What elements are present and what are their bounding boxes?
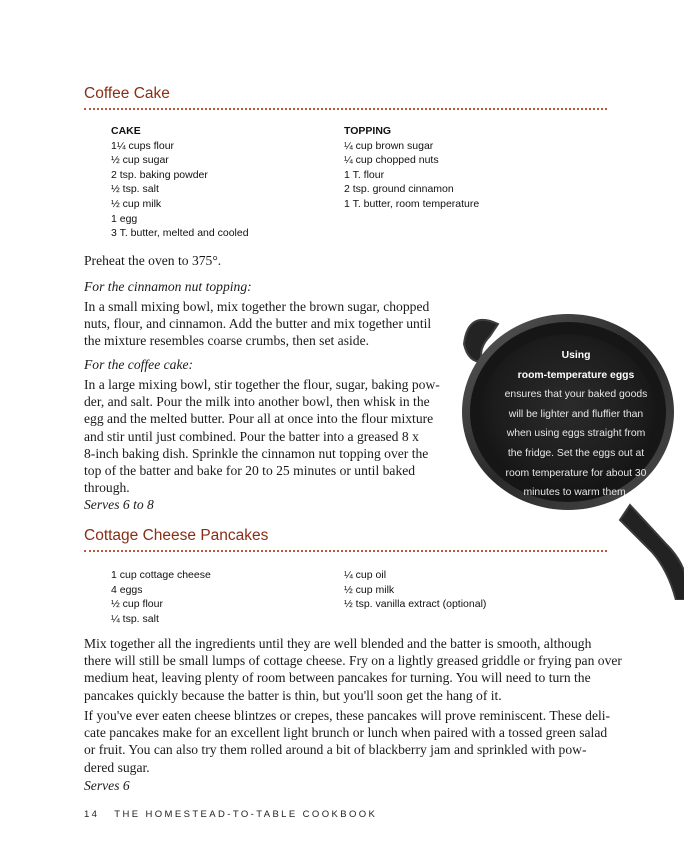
text-line: Mix together all the ingredients until they are well blended and the batter is smooth, although xyxy=(84,636,592,651)
ingredient-list-topping xyxy=(344,124,479,212)
ingredient-list-pancakes-1 xyxy=(111,568,211,626)
section-divider xyxy=(84,550,607,552)
text-line: top of the batter and bake for 20 to 25 minutes or until baked xyxy=(84,463,416,479)
ingredient-item: 2 tsp. baking powder xyxy=(111,168,208,181)
serving-suggestion-paragraph xyxy=(84,707,610,776)
ingredient-item: ¼ tsp. salt xyxy=(111,612,159,625)
tip-line: the fridge. Set the eggs out at xyxy=(507,447,645,459)
ingredient-item: ¼ cup oil xyxy=(344,569,387,581)
text-line: In a small mixing bowl, mix together the brown sugar, chopped xyxy=(84,299,430,314)
step-text-topping xyxy=(84,298,431,350)
ingredient-item: ½ cup milk xyxy=(344,583,395,596)
serves-note: Serves 6 xyxy=(84,778,130,793)
step-label-cake: For the coffee cake: xyxy=(84,357,194,372)
ingredient-item: 1 T. flour xyxy=(344,168,385,181)
ingredient-item: ¼ cup chopped nuts xyxy=(344,154,439,167)
ingredient-item: 3 T. butter, melted and cooled xyxy=(111,227,249,240)
tip-heading: Using xyxy=(561,350,591,361)
tip-line: when using eggs straight from xyxy=(506,428,646,440)
ingredient-item: 1 cup cottage cheese xyxy=(111,569,211,581)
tip-line: room temperature for about 30 xyxy=(505,467,647,479)
text-line: dered sugar. xyxy=(84,759,150,775)
ingredient-heading: TOPPING xyxy=(344,125,392,137)
ingredient-item: 1 egg xyxy=(111,212,138,225)
book-title: THE HOMESTEAD-TO-TABLE COOKBOOK xyxy=(114,809,378,820)
ingredient-item: ½ cup sugar xyxy=(111,154,169,167)
ingredient-item: ½ cup flour xyxy=(111,598,163,611)
tip-heading: room-temperature eggs xyxy=(517,369,635,381)
recipe-title-cottage-cheese-pancakes: Cottage Cheese Pancakes xyxy=(84,527,269,544)
preheat-instruction: Preheat the oven to 375°. xyxy=(84,253,222,268)
ingredient-item: ½ cup milk xyxy=(111,197,162,210)
text-line: medium heat, leaving plenty of room between pancakes for turning. You will need to turn the xyxy=(84,670,591,686)
instruction-paragraph xyxy=(84,635,622,704)
tip-line: minutes to warm them. xyxy=(523,487,629,499)
ingredient-item: 1 T. butter, room temperature xyxy=(344,197,480,210)
ingredient-item: ½ tsp. vanilla extract (optional) xyxy=(344,598,487,611)
ingredient-list-cake xyxy=(111,124,249,241)
text-line: egg and the melted butter. Pour all at once into the flour mixture xyxy=(84,411,434,427)
section-divider xyxy=(84,108,607,110)
ingredient-item: ½ tsp. salt xyxy=(111,183,159,196)
text-line: If you've ever eaten cheese blintzes or crepes, these pancakes will prove reminiscent. These deli- xyxy=(84,708,611,723)
ingredient-item: 1¼ cups flour xyxy=(111,139,175,152)
recipe-title-coffee-cake: Coffee Cake xyxy=(84,85,170,102)
ingredient-heading: CAKE xyxy=(111,125,141,137)
text-line: and stir until just combined. Pour the batter into a greased 8 x xyxy=(84,428,419,444)
tip-callout xyxy=(503,346,649,503)
ingredient-item: 2 tsp. ground cinnamon xyxy=(344,183,454,196)
text-line: der, and salt. Pour the milk into another bowl, then whisk in the xyxy=(84,394,430,410)
text-line: there will still be small lumps of cottage cheese. Fry on a lightly greased griddle or frying pan over xyxy=(84,653,622,669)
text-line: through. xyxy=(84,480,130,496)
page-footer xyxy=(84,809,377,820)
ingredient-list-pancakes-2 xyxy=(344,568,486,612)
text-line: or fruit. You can also try them rolled around a bit of blackberry jam and sprinkled with pow- xyxy=(84,742,587,758)
tip-line: will be lighter and fluffier than xyxy=(508,408,644,420)
step-text-cake xyxy=(84,376,440,496)
tip-line: ensures that your baked goods xyxy=(504,389,648,401)
text-line: nuts, flour, and cinnamon. Add the butter and mix together until xyxy=(84,316,432,332)
step-label-topping: For the cinnamon nut topping: xyxy=(84,279,252,294)
page-number: 14 xyxy=(84,809,100,820)
serves-note: Serves 6 to 8 xyxy=(84,497,154,512)
text-line: the mixture resembles coarse crumbs, then set aside. xyxy=(84,333,369,349)
text-line: In a large mixing bowl, stir together the flour, sugar, baking pow- xyxy=(84,377,440,392)
text-line: 8-inch baking dish. Sprinkle the cinnamon nut topping over the xyxy=(84,445,429,461)
ingredient-item: ¼ cup brown sugar xyxy=(344,139,434,152)
text-line: cate pancakes make for an excellent light brunch or lunch when paired with a tossed green salad xyxy=(84,725,608,741)
text-line: pancakes quickly because the batter is thin, but you'll soon get the hang of it. xyxy=(84,687,502,703)
ingredient-item: 4 eggs xyxy=(111,583,143,596)
